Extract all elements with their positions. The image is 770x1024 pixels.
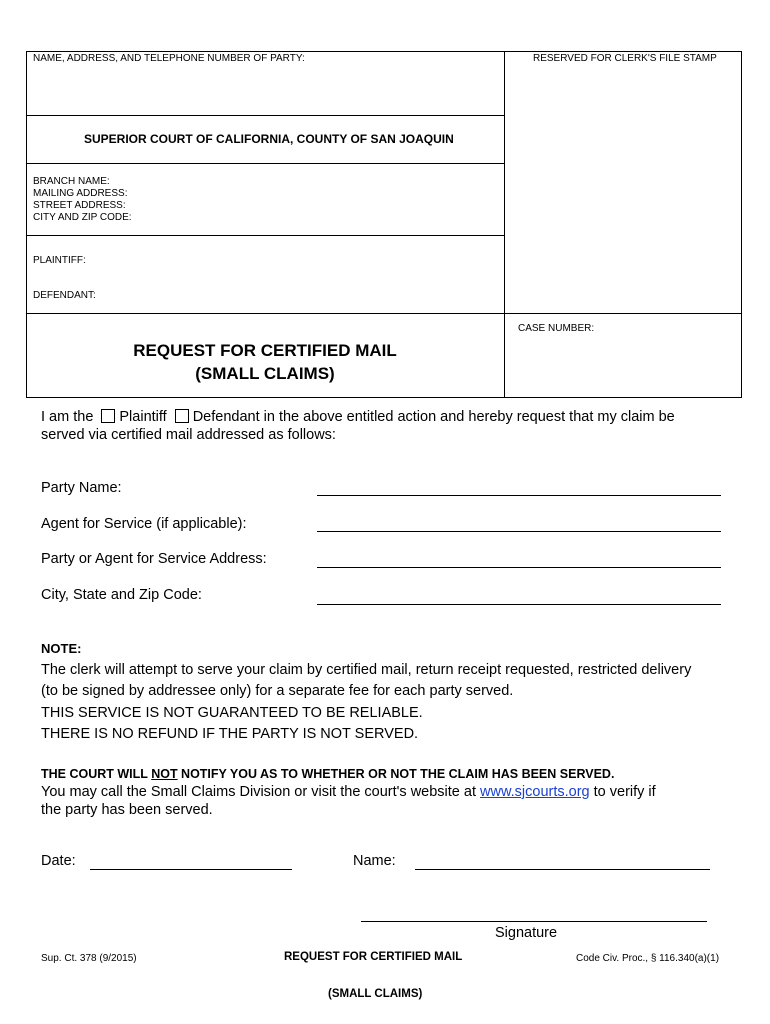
footer-subtitle: (SMALL CLAIMS) (328, 988, 423, 1000)
signature-label: Signature (495, 925, 558, 941)
divider-court (26, 115, 504, 116)
warning-line3: the party has been served. (41, 802, 213, 818)
address-label: Party or Agent for Service Address: (41, 551, 267, 567)
divider-branch (26, 163, 504, 164)
agent-field[interactable] (317, 531, 721, 532)
note-section (41, 638, 751, 746)
address-field[interactable] (317, 567, 721, 568)
agent-label: Agent for Service (if applicable): (41, 516, 247, 532)
city-zip-label: CITY AND ZIP CODE: (33, 212, 132, 223)
divider-parties (26, 235, 504, 236)
warning-bold (41, 765, 751, 783)
defendant-label: DEFENDANT: (33, 290, 96, 301)
request-prefix: I am the (41, 409, 94, 425)
date-label: Date: (41, 853, 76, 869)
footer-form-id: Sup. Ct. 378 (9/2015) (41, 953, 137, 964)
party-name-label: Party Name: (41, 480, 122, 496)
warning-bold-pre: THE COURT WILL (41, 767, 152, 781)
caption-divider (504, 51, 505, 398)
date-field[interactable] (90, 869, 292, 870)
street-address-label: STREET ADDRESS: (33, 200, 126, 211)
note-heading: NOTE: (41, 641, 82, 656)
form-title-line2: (SMALL CLAIMS) (195, 364, 335, 383)
note-line2: (to be signed by addressee only) for a separate fee for each party served. (41, 683, 514, 699)
party-name-field[interactable] (317, 495, 721, 496)
case-number-label: CASE NUMBER: (518, 323, 595, 334)
request-suffix: in the above entitled action and hereby request that my claim be (263, 409, 675, 425)
defendant-checkbox[interactable] (175, 409, 189, 423)
mailing-address-label: MAILING ADDRESS: (33, 188, 128, 199)
warning-call-post: to verify if (589, 784, 656, 800)
divider-title (26, 313, 742, 314)
plaintiff-checkbox[interactable] (101, 409, 115, 423)
clerk-stamp-label: RESERVED FOR CLERK'S FILE STAMP (533, 53, 717, 64)
warning-call (41, 783, 751, 801)
city-state-zip-field[interactable] (317, 604, 721, 605)
branch-info (33, 176, 132, 224)
plaintiff-option-label: Plaintiff (119, 409, 167, 425)
footer-title: REQUEST FOR CERTIFIED MAIL (284, 951, 463, 963)
name-field[interactable] (415, 869, 710, 870)
city-state-zip-label: City, State and Zip Code: (41, 587, 202, 603)
court-website-link[interactable]: www.sjcourts.org (480, 784, 590, 800)
request-line2: served via certified mail addressed as follows: (41, 427, 336, 443)
name-label: Name: (353, 853, 396, 869)
form-title-line1: REQUEST FOR CERTIFIED MAIL (133, 341, 397, 360)
defendant-option-label: Defendant (192, 409, 260, 425)
branch-name-label: BRANCH NAME: (33, 176, 110, 187)
form-title (26, 339, 504, 385)
note-line4: THERE IS NO REFUND IF THE PARTY IS NOT SERVED. (41, 726, 419, 742)
plaintiff-label: PLAINTIFF: (33, 255, 86, 266)
note-line1: The clerk will attempt to serve your claim by certified mail, return receipt requested, restricted delivery (41, 661, 692, 678)
court-name: SUPERIOR COURT OF CALIFORNIA, COUNTY OF SAN JOAQUIN (84, 132, 454, 146)
warning-section (41, 765, 751, 819)
signature-field[interactable] (361, 921, 707, 922)
warning-call-pre: You may call the Small Claims Division or visit the court's website at (41, 784, 481, 800)
warning-not: NOT (151, 767, 178, 781)
party-info-label: NAME, ADDRESS, AND TELEPHONE NUMBER OF PARTY: (33, 53, 305, 64)
request-statement (41, 408, 741, 444)
note-line3: THIS SERVICE IS NOT GUARANTEED TO BE RELIABLE. (41, 704, 423, 721)
footer-code: Code Civ. Proc., § 116.340(a)(1) (576, 953, 720, 964)
warning-bold-post: NOTIFY YOU AS TO WHETHER OR NOT THE CLAIM HAS BEEN SERVED. (177, 767, 615, 781)
